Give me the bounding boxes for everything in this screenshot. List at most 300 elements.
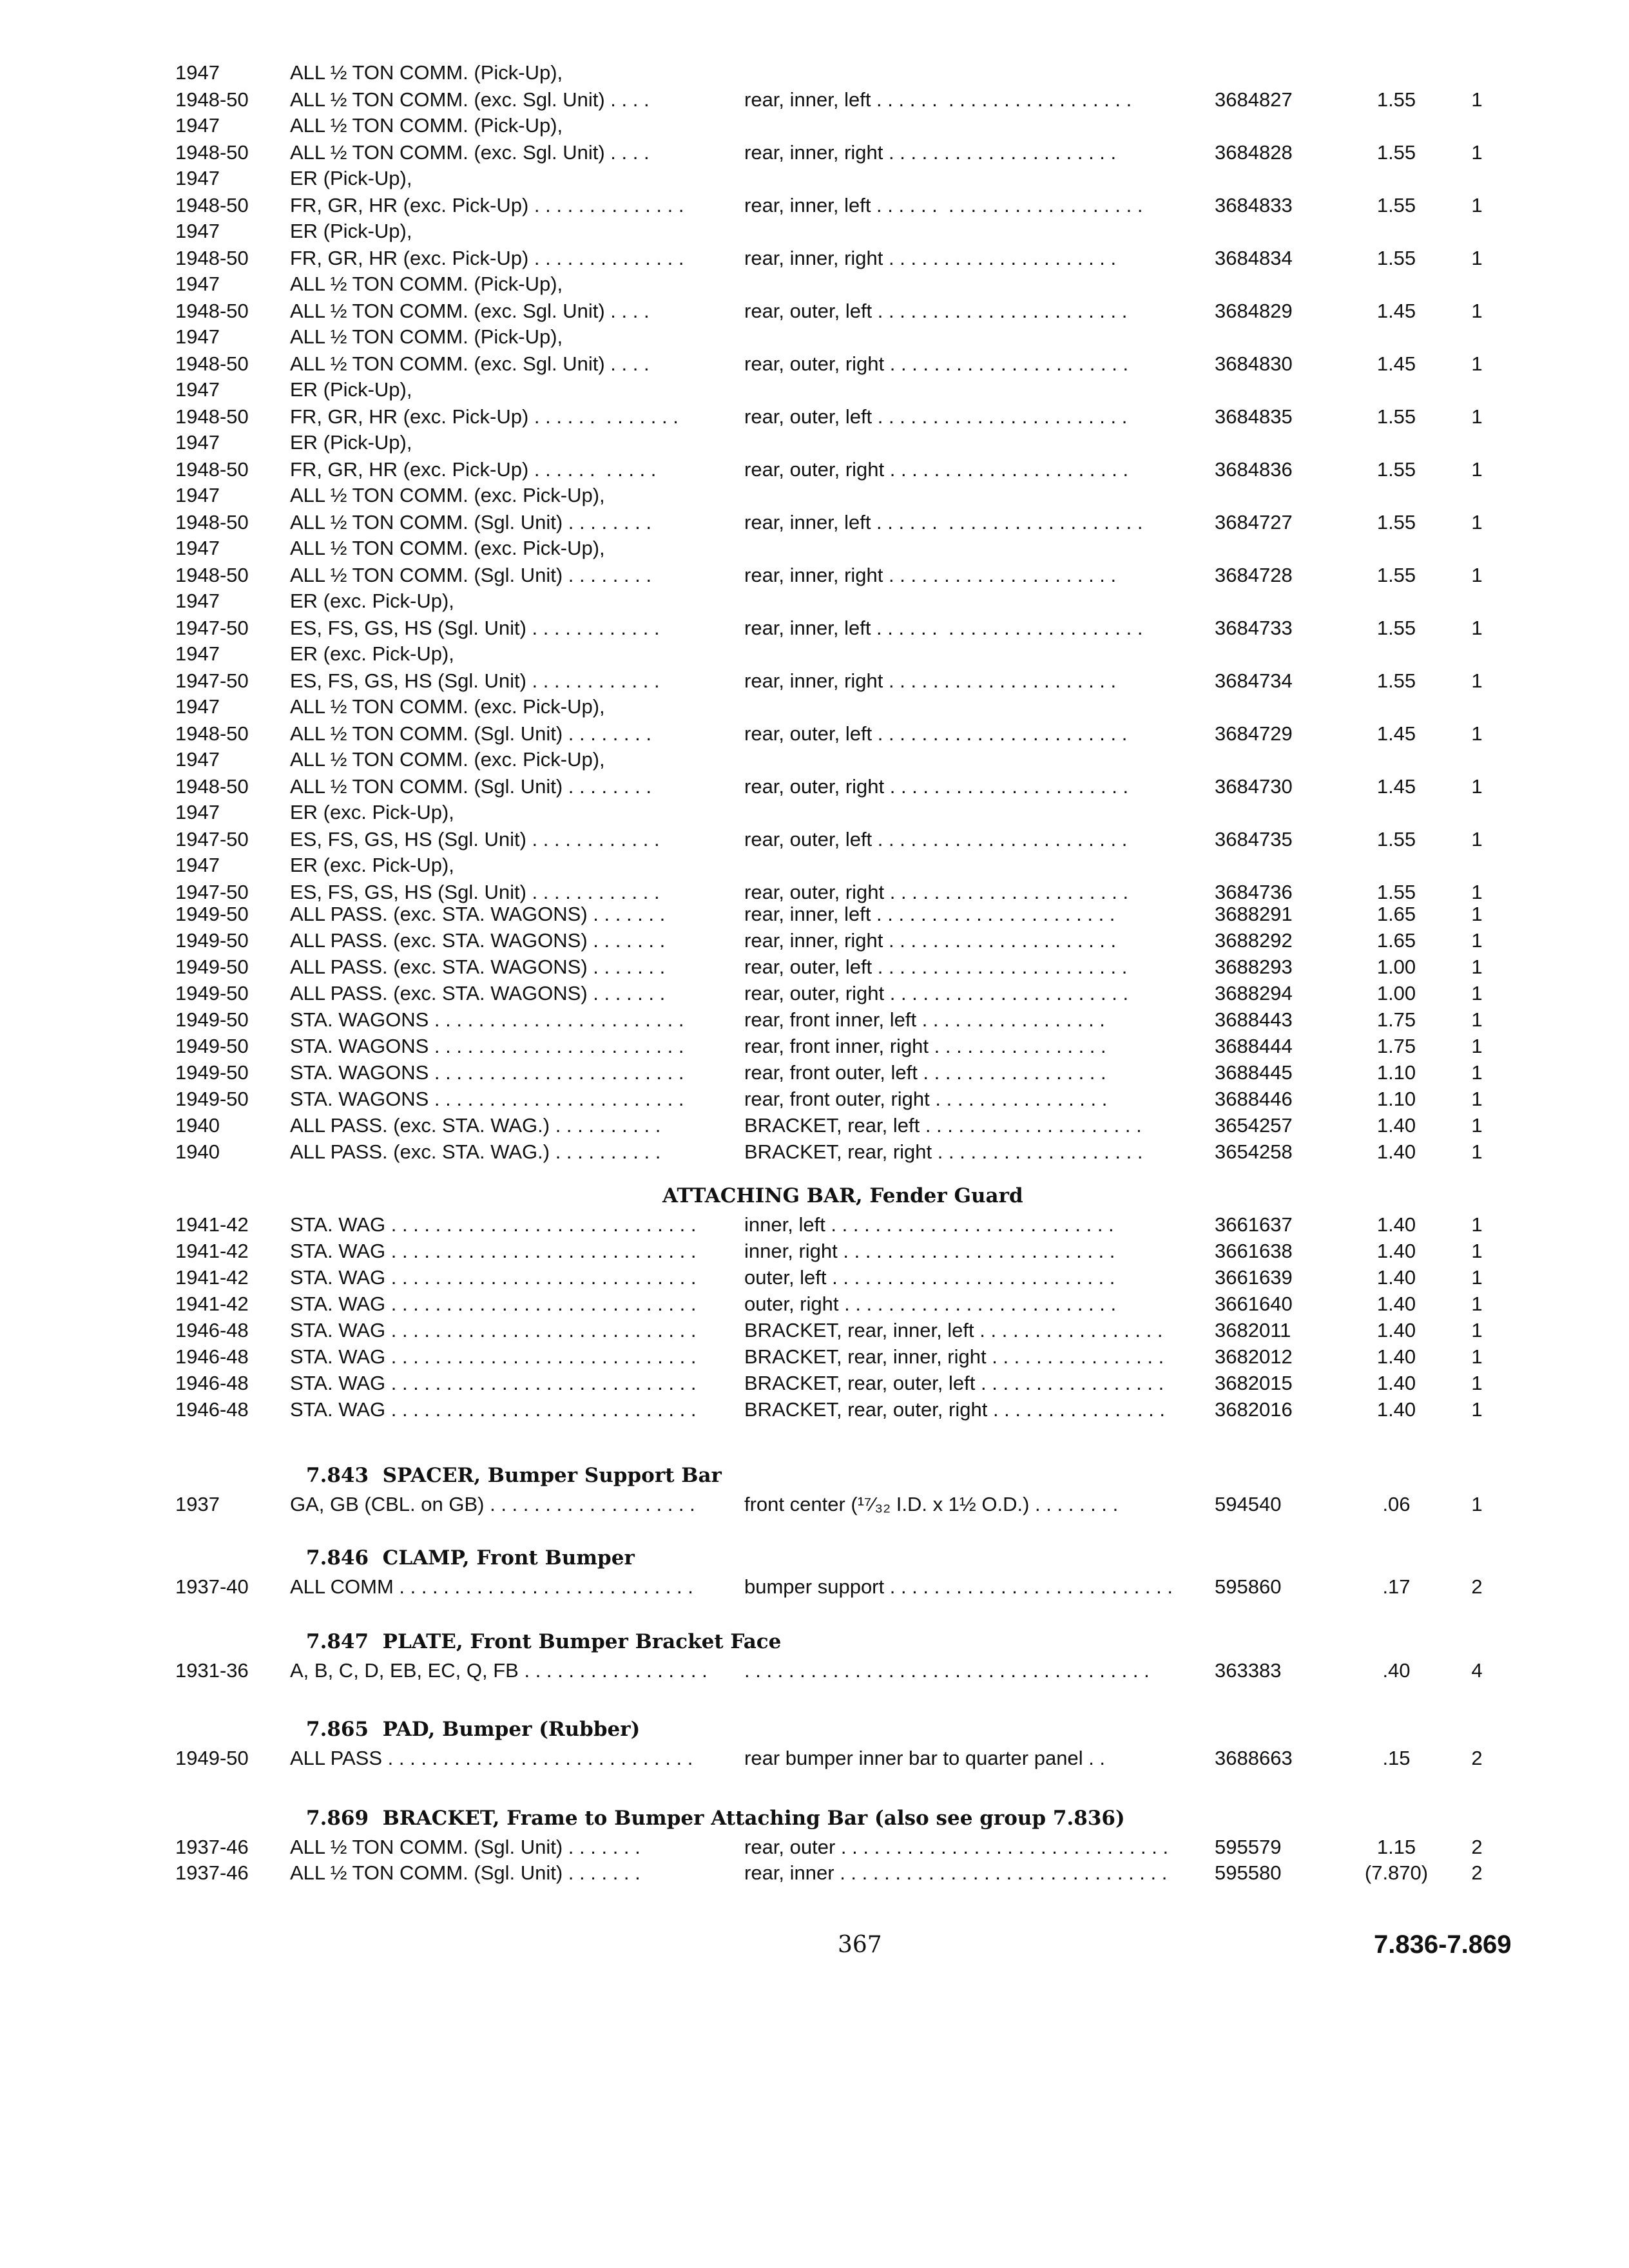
- year: 1941-42: [175, 1240, 249, 1262]
- part-number: 3661638: [1215, 1240, 1293, 1262]
- year: 1947: [175, 220, 220, 242]
- pass-bracket-row: [0, 1112, 1629, 1139]
- year: 1948-50: [175, 458, 249, 481]
- year: 1941-42: [175, 1213, 249, 1236]
- description: rear, outer, right . . . . . . . . . . . . . . . . . . . . . .: [744, 352, 1129, 375]
- bracket-entry: [0, 482, 1629, 536]
- group-row: [0, 1860, 1629, 1887]
- model: ALL ½ TON COMM. (exc. Sgl. Unit) . . . .: [290, 352, 650, 375]
- attaching-bar-row: [0, 1396, 1629, 1423]
- year: 1949-50: [175, 982, 249, 1004]
- year: 1947: [175, 325, 220, 348]
- model: ALL PASS. (exc. STA. WAGONS) . . . . . . .: [290, 982, 666, 1004]
- part-number: 3682012: [1215, 1345, 1293, 1368]
- quantity: 1: [1471, 511, 1483, 533]
- description: bumper support . . . . . . . . . . . . . . . . . . . . . . . . . .: [744, 1575, 1173, 1598]
- model: FR, GR, HR (exc. Pick-Up) . . . . . . . . . . . . . .: [290, 247, 684, 269]
- quantity: 1: [1471, 1213, 1483, 1236]
- pass-bracket-row: [0, 1086, 1629, 1113]
- year: 1949-50: [175, 1008, 249, 1031]
- model: STA. WAG . . . . . . . . . . . . . . . . . . . . . . . . . . . .: [290, 1372, 697, 1394]
- part-number: 3684730: [1215, 775, 1293, 798]
- part-number: 3688294: [1215, 982, 1293, 1004]
- description: inner, right . . . . . . . . . . . . . . . . . . . . . . . . .: [744, 1240, 1115, 1262]
- part-number: 3688445: [1215, 1061, 1293, 1084]
- price: 1.55: [1376, 247, 1416, 269]
- model: ALL ½ TON COMM. (Sgl. Unit) . . . . . . .: [290, 1861, 641, 1884]
- year: 1947: [175, 801, 220, 823]
- description: rear, inner, left . . . . . . . . . . . . . . . . . . . . . . .: [744, 88, 1132, 111]
- description: rear, outer, left . . . . . . . . . . . . . . . . . . . . . . .: [744, 405, 1128, 428]
- year: 1949-50: [175, 929, 249, 952]
- year: 1947: [175, 114, 220, 137]
- price: 1.55: [1376, 617, 1416, 639]
- part-number: 3684833: [1215, 194, 1293, 216]
- description: rear, inner, right . . . . . . . . . . . . . . . . . . . . .: [744, 929, 1117, 952]
- description: rear, inner, left . . . . . . . . . . . . . . . . . . . . . . . .: [744, 511, 1143, 533]
- description: rear, front outer, left . . . . . . . . . . . . . . . . .: [744, 1061, 1106, 1084]
- model: STA. WAG . . . . . . . . . . . . . . . . . . . . . . . . . . . .: [290, 1240, 697, 1262]
- year: 1948-50: [175, 511, 249, 533]
- quantity: 1: [1471, 881, 1483, 903]
- year: 1948-50: [175, 88, 249, 111]
- price: 1.10: [1376, 1061, 1416, 1084]
- part-number: 3661640: [1215, 1293, 1293, 1315]
- price: 1.65: [1376, 903, 1416, 925]
- description: rear, inner . . . . . . . . . . . . . . . . . . . . . . . . . . . . . .: [744, 1861, 1168, 1884]
- description: rear, outer, left . . . . . . . . . . . . . . . . . . . . . . .: [744, 828, 1128, 850]
- year: 1946-48: [175, 1319, 249, 1341]
- year: 1949-50: [175, 1747, 249, 1769]
- price: 1.45: [1376, 300, 1416, 322]
- pass-bracket-row: [0, 901, 1629, 928]
- part-number: 3684727: [1215, 511, 1293, 533]
- model: STA. WAG . . . . . . . . . . . . . . . . . . . . . . . . . . . .: [290, 1398, 697, 1421]
- model: ALL ½ TON COMM. (Sgl. Unit) . . . . . . . .: [290, 775, 651, 798]
- model: ALL ½ TON COMM. (exc. Pick-Up),: [290, 537, 605, 559]
- group-row: [0, 1745, 1629, 1772]
- model: ER (exc. Pick-Up),: [290, 642, 454, 665]
- price: 1.65: [1376, 929, 1416, 952]
- bracket-entry: [0, 112, 1629, 166]
- part-number: 595579: [1215, 1836, 1282, 1858]
- year: 1949-50: [175, 1061, 249, 1084]
- pass-bracket-row: [0, 1006, 1629, 1033]
- model: ALL ½ TON COMM. (exc. Sgl. Unit) . . . .: [290, 88, 650, 111]
- year: 1940: [175, 1114, 220, 1137]
- model: A, B, C, D, EB, EC, Q, FB . . . . . . . . . . . . . . . . .: [290, 1659, 708, 1682]
- bracket-entry: [0, 165, 1629, 219]
- model: ALL ½ TON COMM. (Pick-Up),: [290, 273, 563, 295]
- attaching-bar-row: [0, 1264, 1629, 1291]
- pass-bracket-row: [0, 1059, 1629, 1086]
- part-number: 3688444: [1215, 1035, 1293, 1057]
- model: STA. WAG . . . . . . . . . . . . . . . . . . . . . . . . . . . .: [290, 1319, 697, 1341]
- part-number: 594540: [1215, 1493, 1282, 1515]
- description: rear, outer . . . . . . . . . . . . . . . . . . . . . . . . . . . . . .: [744, 1836, 1169, 1858]
- model: ES, FS, GS, HS (Sgl. Unit) . . . . . . . . . . . .: [290, 617, 660, 639]
- part-number: 3688293: [1215, 956, 1293, 978]
- pass-bracket-row: [0, 1033, 1629, 1060]
- year: 1947: [175, 590, 220, 612]
- description: rear, outer, right . . . . . . . . . . . . . . . . . . . . . .: [744, 458, 1129, 481]
- year: 1948-50: [175, 722, 249, 745]
- part-number: 3684830: [1215, 352, 1293, 375]
- price: 1.55: [1376, 405, 1416, 428]
- price: 1.45: [1376, 775, 1416, 798]
- year: 1941-42: [175, 1266, 249, 1289]
- group-heading: 7.843 SPACER, Bumper Support Bar: [306, 1464, 722, 1487]
- year: 1947: [175, 642, 220, 665]
- model: ALL ½ TON COMM. (exc. Sgl. Unit) . . . .: [290, 300, 650, 322]
- bracket-entry: [0, 799, 1629, 853]
- description: rear, outer, left . . . . . . . . . . . . . . . . . . . . . . .: [744, 722, 1128, 745]
- section-range: 7.836-7.869: [1374, 1930, 1512, 1959]
- model: ALL ½ TON COMM. (exc. Pick-Up),: [290, 484, 605, 506]
- year: 1948-50: [175, 194, 249, 216]
- part-number: 3684736: [1215, 881, 1293, 903]
- model: ER (exc. Pick-Up),: [290, 590, 454, 612]
- year: 1937: [175, 1493, 220, 1515]
- part-number: 3684729: [1215, 722, 1293, 745]
- bracket-entry: [0, 376, 1629, 430]
- model: ALL ½ TON COMM. (Pick-Up),: [290, 61, 563, 84]
- price: 1.45: [1376, 352, 1416, 375]
- year: 1946-48: [175, 1372, 249, 1394]
- pass-bracket-row: [0, 927, 1629, 954]
- model: ER (exc. Pick-Up),: [290, 854, 454, 876]
- description: rear, inner, left . . . . . . . . . . . . . . . . . . . . . . . .: [744, 194, 1143, 216]
- year: 1947: [175, 695, 220, 718]
- price: 1.40: [1376, 1345, 1416, 1368]
- model: ALL COMM . . . . . . . . . . . . . . . . . . . . . . . . . . .: [290, 1575, 693, 1598]
- model: ER (Pick-Up),: [290, 378, 412, 401]
- description: rear, inner, left . . . . . . . . . . . . . . . . . . . . . . . .: [744, 617, 1143, 639]
- year: 1947: [175, 431, 220, 454]
- model: ES, FS, GS, HS (Sgl. Unit) . . . . . . . . . . . .: [290, 881, 660, 903]
- pass-bracket-row: [0, 954, 1629, 981]
- bracket-entry: [0, 640, 1629, 695]
- part-number: 3684834: [1215, 247, 1293, 269]
- quantity: 2: [1471, 1575, 1483, 1598]
- description: rear, inner, right . . . . . . . . . . . . . . . . . . . . .: [744, 564, 1117, 586]
- year: 1948-50: [175, 247, 249, 269]
- price: 1.55: [1376, 564, 1416, 586]
- description: rear, inner, right . . . . . . . . . . . . . . . . . . . . .: [744, 247, 1117, 269]
- price: 1.00: [1376, 956, 1416, 978]
- price: 1.40: [1376, 1398, 1416, 1421]
- quantity: 2: [1471, 1836, 1483, 1858]
- quantity: 1: [1471, 1088, 1483, 1110]
- bracket-entry: [0, 271, 1629, 325]
- year: 1947-50: [175, 828, 249, 850]
- bracket-entry: [0, 746, 1629, 800]
- quantity: 2: [1471, 1747, 1483, 1769]
- group-row: [0, 1834, 1629, 1861]
- quantity: 1: [1471, 141, 1483, 164]
- price: 1.00: [1376, 982, 1416, 1004]
- attaching-bar-row: [0, 1291, 1629, 1318]
- attaching-bar-row: [0, 1317, 1629, 1344]
- quantity: 1: [1471, 564, 1483, 586]
- quantity: 1: [1471, 405, 1483, 428]
- group-row: [0, 1657, 1629, 1684]
- price: .06: [1382, 1493, 1411, 1515]
- description: rear, outer, right . . . . . . . . . . . . . . . . . . . . . .: [744, 982, 1129, 1004]
- quantity: 1: [1471, 300, 1483, 322]
- attaching-bar-row: [0, 1370, 1629, 1397]
- year: 1937-40: [175, 1575, 249, 1598]
- model: STA. WAGONS . . . . . . . . . . . . . . . . . . . . . . .: [290, 1061, 684, 1084]
- model: STA. WAGONS . . . . . . . . . . . . . . . . . . . . . . .: [290, 1008, 684, 1031]
- part-number: 3684836: [1215, 458, 1293, 481]
- price: 1.55: [1376, 194, 1416, 216]
- quantity: 1: [1471, 1114, 1483, 1137]
- price: .40: [1382, 1659, 1411, 1682]
- model: FR, GR, HR (exc. Pick-Up) . . . . . . . . . . . . .: [290, 405, 679, 428]
- price: 1.40: [1376, 1114, 1416, 1137]
- model: ALL PASS. (exc. STA. WAGONS) . . . . . . .: [290, 929, 666, 952]
- year: 1948-50: [175, 405, 249, 428]
- part-number: 3688663: [1215, 1747, 1293, 1769]
- year: 1947: [175, 273, 220, 295]
- quantity: 1: [1471, 722, 1483, 745]
- model: ALL ½ TON COMM. (exc. Sgl. Unit) . . . .: [290, 141, 650, 164]
- group-row: [0, 1491, 1629, 1518]
- attaching-bar-row: [0, 1238, 1629, 1265]
- description: BRACKET, rear, left . . . . . . . . . . . . . . . . . . . .: [744, 1114, 1142, 1137]
- quantity: 1: [1471, 1035, 1483, 1057]
- description: BRACKET, rear, inner, left . . . . . . . . . . . . . . . . .: [744, 1319, 1163, 1341]
- quantity: 1: [1471, 1240, 1483, 1262]
- price: 1.55: [1376, 511, 1416, 533]
- price: 1.55: [1376, 141, 1416, 164]
- year: 1947: [175, 537, 220, 559]
- part-number: 3688443: [1215, 1008, 1293, 1031]
- model: ALL ½ TON COMM. (Sgl. Unit) . . . . . . . .: [290, 511, 651, 533]
- model: STA. WAGONS . . . . . . . . . . . . . . . . . . . . . . .: [290, 1088, 684, 1110]
- year: 1947-50: [175, 881, 249, 903]
- quantity: 1: [1471, 1008, 1483, 1031]
- year: 1940: [175, 1140, 220, 1163]
- year: 1948-50: [175, 300, 249, 322]
- price: 1.55: [1376, 458, 1416, 481]
- bracket-entry: [0, 852, 1629, 906]
- model: ALL PASS . . . . . . . . . . . . . . . . . . . . . . . . . . . .: [290, 1747, 693, 1769]
- group-heading: 7.847 PLATE, Front Bumper Bracket Face: [306, 1630, 782, 1653]
- model: FR, GR, HR (exc. Pick-Up) . . . . . . . . . . .: [290, 458, 657, 481]
- quantity: 1: [1471, 194, 1483, 216]
- year: 1947: [175, 484, 220, 506]
- part-number: 3684827: [1215, 88, 1293, 111]
- model: ES, FS, GS, HS (Sgl. Unit) . . . . . . . . . . . .: [290, 828, 660, 850]
- model: STA. WAG . . . . . . . . . . . . . . . . . . . . . . . . . . . .: [290, 1266, 697, 1289]
- year: 1947-50: [175, 669, 249, 692]
- part-number: 3682015: [1215, 1372, 1293, 1394]
- year: 1949-50: [175, 903, 249, 925]
- price: 1.55: [1376, 828, 1416, 850]
- part-number: 3661639: [1215, 1266, 1293, 1289]
- part-number: 595580: [1215, 1861, 1282, 1884]
- part-number: 3684829: [1215, 300, 1293, 322]
- model: STA. WAGONS . . . . . . . . . . . . . . . . . . . . . . .: [290, 1035, 684, 1057]
- year: 1948-50: [175, 352, 249, 375]
- year: 1937-46: [175, 1861, 249, 1884]
- model: ALL ½ TON COMM. (Pick-Up),: [290, 325, 563, 348]
- year: 1947-50: [175, 617, 249, 639]
- year: 1948-50: [175, 564, 249, 586]
- quantity: 1: [1471, 669, 1483, 692]
- price: .15: [1382, 1747, 1411, 1769]
- part-number: 3654257: [1215, 1114, 1293, 1137]
- model: ER (Pick-Up),: [290, 431, 412, 454]
- description: . . . . . . . . . . . . . . . . . . . . . . . . . . . . . . . . . . . . .: [744, 1659, 1150, 1682]
- quantity: 1: [1471, 1061, 1483, 1084]
- price: 1.40: [1376, 1372, 1416, 1394]
- pass-bracket-row: [0, 980, 1629, 1007]
- model: ALL ½ TON COMM. (exc. Pick-Up),: [290, 695, 605, 718]
- quantity: 1: [1471, 1372, 1483, 1394]
- price: 1.40: [1376, 1213, 1416, 1236]
- attaching-bar-row: [0, 1211, 1629, 1238]
- part-number: 3684835: [1215, 405, 1293, 428]
- description: BRACKET, rear, right . . . . . . . . . . . . . . . . . . .: [744, 1140, 1143, 1163]
- model: ER (Pick-Up),: [290, 220, 412, 242]
- bracket-entry: [0, 535, 1629, 589]
- price: 1.40: [1376, 1266, 1416, 1289]
- description: rear, front outer, right . . . . . . . . . . . . . . . .: [744, 1088, 1108, 1110]
- quantity: 1: [1471, 352, 1483, 375]
- description: rear, outer, right . . . . . . . . . . . . . . . . . . . . . .: [744, 775, 1129, 798]
- quantity: 1: [1471, 1493, 1483, 1515]
- model: ES, FS, GS, HS (Sgl. Unit) . . . . . . . . . . . .: [290, 669, 660, 692]
- year: 1949-50: [175, 1088, 249, 1110]
- quantity: 1: [1471, 458, 1483, 481]
- price: 1.75: [1376, 1035, 1416, 1057]
- year: 1941-42: [175, 1293, 249, 1315]
- description: rear, outer, right . . . . . . . . . . . . . . . . . . . . . .: [744, 881, 1129, 903]
- price: 1.75: [1376, 1008, 1416, 1031]
- year: 1931-36: [175, 1659, 249, 1682]
- description: rear, inner, left . . . . . . . . . . . . . . . . . . . . . .: [744, 903, 1115, 925]
- price: 1.40: [1376, 1140, 1416, 1163]
- quantity: 1: [1471, 1345, 1483, 1368]
- quantity: 1: [1471, 1319, 1483, 1341]
- quantity: 1: [1471, 1293, 1483, 1315]
- year: 1948-50: [175, 141, 249, 164]
- part-number: 3688292: [1215, 929, 1293, 952]
- attaching-bar-row: [0, 1343, 1629, 1370]
- quantity: 1: [1471, 982, 1483, 1004]
- model: ALL ½ TON COMM. (Sgl. Unit) . . . . . . .: [290, 1836, 641, 1858]
- model: STA. WAG . . . . . . . . . . . . . . . . . . . . . . . . . . . .: [290, 1345, 697, 1368]
- quantity: 1: [1471, 617, 1483, 639]
- quantity: 1: [1471, 956, 1483, 978]
- description: BRACKET, rear, outer, right . . . . . . . . . . . . . . . .: [744, 1398, 1165, 1421]
- year: 1947: [175, 854, 220, 876]
- part-number: 3688291: [1215, 903, 1293, 925]
- part-number: 3684728: [1215, 564, 1293, 586]
- model: ER (Pick-Up),: [290, 167, 412, 189]
- model: ALL PASS. (exc. STA. WAG.) . . . . . . . . . .: [290, 1140, 661, 1163]
- group-heading: 7.865 PAD, Bumper (Rubber): [306, 1718, 641, 1741]
- description: front center (¹⁷⁄₃₂ I.D. x 1½ O.D.) . . . . . . . .: [744, 1493, 1119, 1515]
- quantity: 1: [1471, 775, 1483, 798]
- bracket-entry: [0, 693, 1629, 747]
- part-number: 3684733: [1215, 617, 1293, 639]
- group-heading: 7.846 CLAMP, Front Bumper: [306, 1546, 635, 1570]
- description: rear, inner, right . . . . . . . . . . . . . . . . . . . . .: [744, 141, 1117, 164]
- bracket-entry: [0, 429, 1629, 483]
- price: 1.40: [1376, 1293, 1416, 1315]
- year: 1946-48: [175, 1398, 249, 1421]
- model: ALL ½ TON COMM. (Sgl. Unit) . . . . . . . .: [290, 722, 651, 745]
- year: 1949-50: [175, 1035, 249, 1057]
- model: FR, GR, HR (exc. Pick-Up) . . . . . . . . . . . . . .: [290, 194, 684, 216]
- model: GA, GB (CBL. on GB) . . . . . . . . . . . . . . . . . . .: [290, 1493, 695, 1515]
- part-number: 595860: [1215, 1575, 1282, 1598]
- bracket-entry: [0, 59, 1629, 113]
- bracket-entry: [0, 588, 1629, 642]
- description: rear, outer, left . . . . . . . . . . . . . . . . . . . . . . .: [744, 300, 1128, 322]
- part-number: 3661637: [1215, 1213, 1293, 1236]
- description: rear, front inner, right . . . . . . . . . . . . . . . .: [744, 1035, 1106, 1057]
- page-number: 367: [838, 1932, 882, 1958]
- part-number: 3682016: [1215, 1398, 1293, 1421]
- bracket-entry: [0, 218, 1629, 272]
- part-number: 3684734: [1215, 669, 1293, 692]
- price: 1.55: [1376, 88, 1416, 111]
- model: ALL PASS. (exc. STA. WAGONS) . . . . . . .: [290, 956, 666, 978]
- year: 1947: [175, 378, 220, 401]
- quantity: 1: [1471, 1266, 1483, 1289]
- description: rear, inner, right . . . . . . . . . . . . . . . . . . . . .: [744, 669, 1117, 692]
- description: inner, left . . . . . . . . . . . . . . . . . . . . . . . . . .: [744, 1213, 1114, 1236]
- quantity: 2: [1471, 1861, 1483, 1884]
- model: ALL ½ TON COMM. (exc. Pick-Up),: [290, 748, 605, 771]
- price: 1.40: [1376, 1319, 1416, 1341]
- part-number: 363383: [1215, 1659, 1282, 1682]
- description: BRACKET, rear, outer, left . . . . . . . . . . . . . . . . .: [744, 1372, 1164, 1394]
- quantity: 1: [1471, 903, 1483, 925]
- year: 1947: [175, 167, 220, 189]
- year: 1949-50: [175, 956, 249, 978]
- description: rear, outer, left . . . . . . . . . . . . . . . . . . . . . . .: [744, 956, 1128, 978]
- model: ALL ½ TON COMM. (Pick-Up),: [290, 114, 563, 137]
- description: rear bumper inner bar to quarter panel . .: [744, 1747, 1106, 1769]
- year: 1947: [175, 748, 220, 771]
- part-number: 3684735: [1215, 828, 1293, 850]
- quantity: 1: [1471, 88, 1483, 111]
- model: STA. WAG . . . . . . . . . . . . . . . . . . . . . . . . . . . .: [290, 1213, 697, 1236]
- price: 1.40: [1376, 1240, 1416, 1262]
- year: 1946-48: [175, 1345, 249, 1368]
- part-number: 3682011: [1215, 1319, 1291, 1341]
- year: 1937-46: [175, 1836, 249, 1858]
- quantity: 1: [1471, 828, 1483, 850]
- part-number: 3684828: [1215, 141, 1293, 164]
- quantity: 4: [1471, 1659, 1483, 1682]
- price: 1.10: [1376, 1088, 1416, 1110]
- model: STA. WAG . . . . . . . . . . . . . . . . . . . . . . . . . . . .: [290, 1293, 697, 1315]
- section-heading: ATTACHING BAR, Fender Guard: [662, 1184, 1023, 1207]
- quantity: 1: [1471, 1140, 1483, 1163]
- quantity: 1: [1471, 1398, 1483, 1421]
- group-row: [0, 1573, 1629, 1600]
- price: 1.55: [1376, 881, 1416, 903]
- price: .17: [1382, 1575, 1411, 1598]
- group-heading: 7.869 BRACKET, Frame to Bumper Attaching Bar (also see group 7.836): [306, 1807, 1125, 1830]
